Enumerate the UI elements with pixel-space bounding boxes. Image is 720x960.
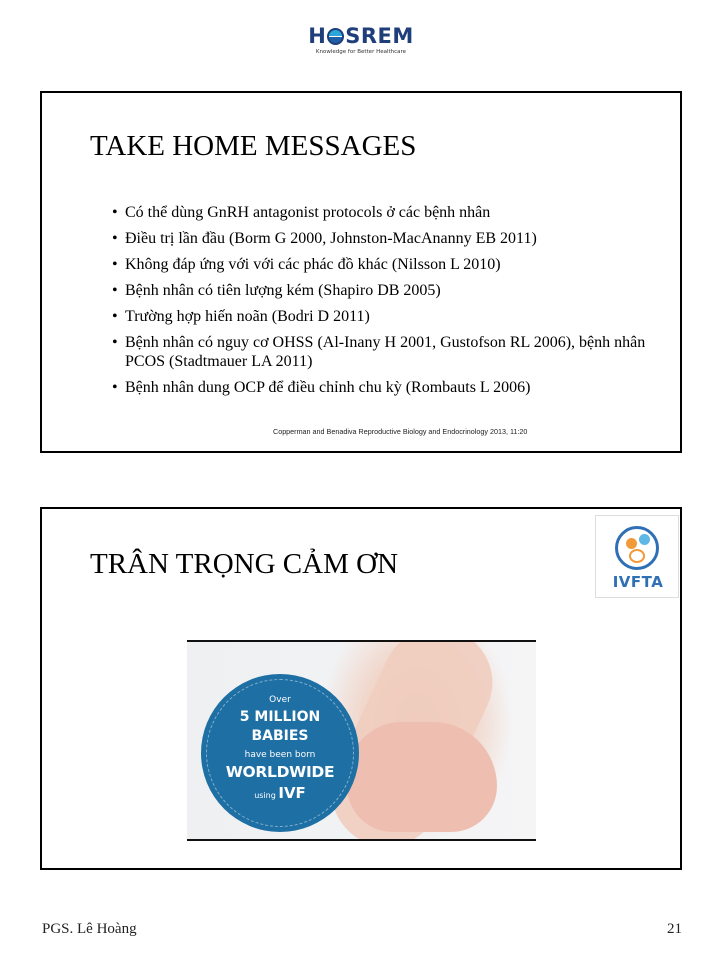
badge-million: 5 MILLION [239, 709, 321, 725]
bullet-item: • Có thể dùng GnRH antagonist protocols ở các bệnh nhân [112, 204, 491, 221]
citation: Copperman and Benadiva Reproductive Biology and Endocrinology 2013, 11:20 [273, 427, 528, 436]
slide-take-home-messages [40, 91, 682, 453]
ivf-stat-badge [201, 674, 359, 832]
bullet-icon: • [112, 378, 118, 396]
baby-foot-photo [187, 640, 536, 841]
bullet-item: • Trường hợp hiến noãn (Bodri D 2011) [112, 308, 370, 325]
bullet-list [112, 204, 652, 405]
slide-title: TRÂN TRỌNG CẢM ƠN [90, 548, 399, 580]
bullet-item: • Bệnh nhân dung OCP để điều chỉnh chu kỳ (Rombauts L 2006) [112, 378, 531, 396]
bullet-icon: • [112, 334, 118, 351]
ivfta-logo [595, 515, 679, 598]
bullet-icon: • [112, 230, 118, 247]
bullet-icon: • [112, 204, 118, 221]
hosrem-tagline: Knowledge for Better Healthcare [315, 49, 407, 55]
footer-author: PGS. Lê Hoàng [42, 921, 137, 937]
badge-using-ivf: using IVF [254, 784, 306, 802]
badge-born: have been born [244, 750, 316, 760]
heart-icon [629, 549, 645, 563]
page-number: 21 [667, 921, 682, 937]
parent-figure-icon [626, 538, 637, 549]
badge-over: Over [269, 695, 291, 705]
badge-worldwide: WORLDWIDE [225, 763, 335, 781]
hosrem-globe-icon [327, 28, 344, 45]
hosrem-logo [305, 24, 417, 62]
bullet-item: • Không đáp ứng với với các phác đồ khác (Nilsson L 2010) [112, 256, 501, 273]
hosrem-logo-wordmark: H SREM [308, 24, 414, 48]
slide-thank-you [40, 507, 682, 870]
bullet-item: • Bệnh nhân có nguy cơ OHSS (Al-Inany H 2001, Gustofson RL 2006), bệnh nhân PCOS (Stadtmauer LA 2011) [112, 334, 646, 370]
bullet-icon: • [112, 282, 118, 299]
family-heart-icon [615, 526, 659, 570]
parent-figure-icon [639, 534, 650, 545]
bullet-item: • Bệnh nhân có tiên lượng kém (Shapiro DB 2005) [112, 282, 441, 299]
bullet-item: • Điều trị lần đầu (Borm G 2000, Johnston-MacAnanny EB 2011) [112, 230, 537, 247]
ivfta-logo-text: IVFTA [612, 573, 664, 591]
bullet-icon: • [112, 308, 118, 325]
baby-foot-image [347, 722, 497, 832]
badge-babies: BABIES [251, 728, 309, 744]
slide-title: TAKE HOME MESSAGES [90, 130, 417, 162]
bullet-icon: • [112, 256, 118, 273]
